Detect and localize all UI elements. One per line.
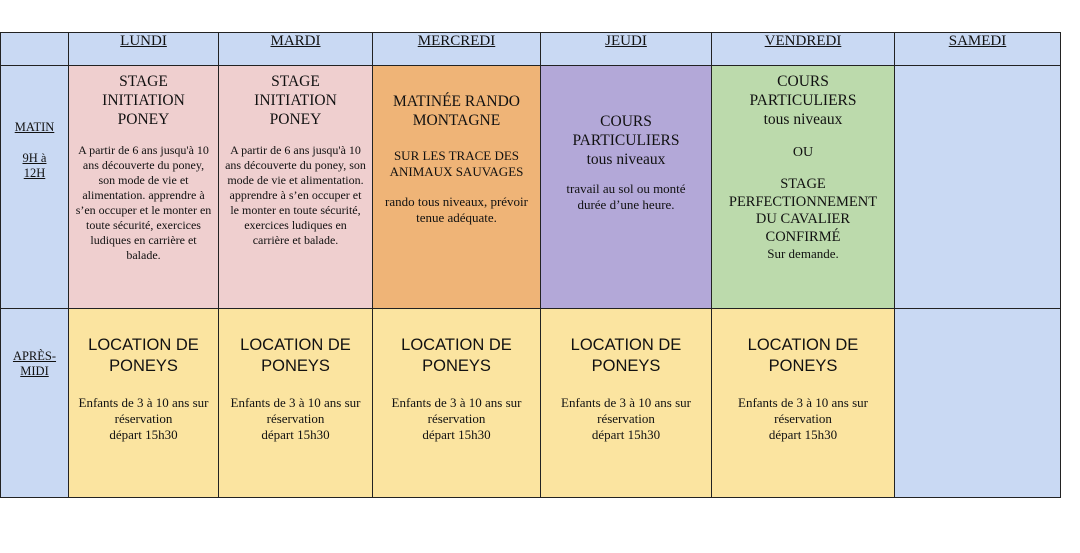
header-vendredi: VENDREDI (712, 33, 895, 66)
cell-samedi-apres-midi (895, 309, 1061, 498)
stage-initiation-title: STAGE INITIATION PONEY (102, 73, 185, 128)
cell-mardi-apres-midi (219, 309, 373, 498)
cours-level: tous niveaux (586, 151, 666, 168)
sur-demande-note: Sur demande. (767, 246, 839, 261)
corner-cell (1, 33, 69, 66)
cell-jeudi-apres-midi (541, 309, 712, 498)
or-label: OU (792, 145, 814, 160)
cell-vendredi-apres-midi (712, 309, 895, 498)
location-line-1: Enfants de 3 à 10 ans sur réservation (391, 395, 522, 426)
location-line-1: Enfants de 3 à 10 ans sur réservation (78, 395, 209, 426)
location-line-1: Enfants de 3 à 10 ans sur réservation (230, 395, 361, 426)
matin-label: MATIN (14, 120, 55, 134)
morning-row (1, 66, 1061, 309)
location-line-2: départ 15h30 (261, 427, 330, 442)
location-title: LOCATION DE PONEYS (747, 336, 859, 375)
afternoon-row (1, 309, 1061, 498)
cours-desc-1: travail au sol ou monté (566, 181, 686, 196)
cell-mardi-matin (219, 66, 373, 309)
header-row (1, 33, 1061, 66)
location-title: LOCATION DE PONEYS (88, 336, 199, 375)
apres-midi-label: APRÈS-MIDI (12, 349, 57, 378)
cell-vendredi-matin (712, 66, 895, 309)
header-mercredi: MERCREDI (373, 33, 541, 66)
cours-level: tous niveaux (763, 111, 843, 128)
matin-hours: 9H à 12H (22, 151, 47, 180)
cours-title: COURS PARTICULIERS (572, 113, 680, 149)
cell-jeudi-matin (541, 66, 712, 309)
cell-mercredi-matin (373, 66, 541, 309)
weekly-schedule-table (0, 32, 1061, 498)
row-label-apres-midi (1, 309, 69, 498)
stage-initiation-desc: A partir de 6 ans jusqu'à 10 ans découverte du poney, son mode de vie et alimentation. apprendre à s’en occuper et le monter en toute sécurité, exercices ludiques en carrière et balade. (225, 143, 366, 247)
location-line-2: départ 15h30 (768, 427, 838, 442)
header-jeudi: JEUDI (541, 33, 712, 66)
header-mardi: MARDI (219, 33, 373, 66)
cell-lundi-apres-midi (69, 309, 219, 498)
cours-desc-2: durée d’une heure. (577, 197, 675, 212)
stage-initiation-desc: A partir de 6 ans jusqu'à 10 ans découverte du poney, son mode de vie et alimentation. apprendre à s’en occuper et le monter en toute sécurité, exercices ludiques en carrière et balade. (75, 143, 212, 262)
rando-desc: rando tous niveaux, prévoir tenue adéquate. (385, 194, 528, 225)
location-title: LOCATION DE PONEYS (401, 336, 512, 375)
stage-initiation-title: STAGE INITIATION PONEY (254, 73, 337, 128)
header-lundi: LUNDI (69, 33, 219, 66)
location-line-1: Enfants de 3 à 10 ans sur réservation (561, 395, 691, 426)
rando-subtitle: SUR LES TRACE DES ANIMAUX SAUVAGES (389, 148, 524, 179)
rando-title: MATINÉE RANDO MONTAGNE (392, 93, 520, 129)
stage-perfectionnement-title: STAGE PERFECTIONNEMENT DU CAVALIER CONFIRMÉ (728, 176, 878, 245)
cell-mercredi-apres-midi (373, 309, 541, 498)
cell-lundi-matin (69, 66, 219, 309)
location-line-2: départ 15h30 (591, 427, 661, 442)
row-label-matin (1, 66, 69, 309)
location-line-2: départ 15h30 (422, 427, 491, 442)
location-line-1: Enfants de 3 à 10 ans sur réservation (738, 395, 868, 426)
header-samedi: SAMEDI (895, 33, 1061, 66)
cell-samedi-matin (895, 66, 1061, 309)
location-title: LOCATION DE PONEYS (240, 336, 351, 375)
location-title: LOCATION DE PONEYS (570, 336, 682, 375)
cours-title: COURS PARTICULIERS (749, 73, 857, 109)
location-line-2: départ 15h30 (109, 427, 178, 442)
